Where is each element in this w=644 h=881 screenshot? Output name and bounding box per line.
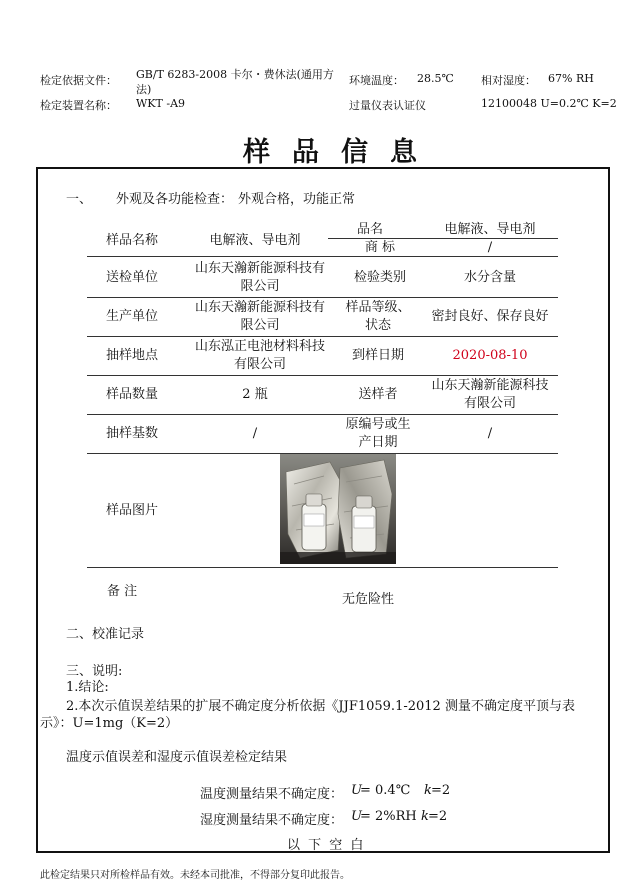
trademark-value: / — [487, 240, 493, 255]
humidity-k-symbol: k — [421, 809, 429, 824]
client-label: 送检单位 — [105, 270, 158, 285]
picture-label: 样品图片 — [105, 502, 158, 518]
quantity-label: 样品数量 — [105, 387, 158, 402]
note-item2-line1: 2.本次示值误差结果的扩展不确定度分析依据《JJF1059.1-2012 测量不确定度平顶与表 — [66, 699, 575, 714]
temp-value: 28.5℃ — [417, 72, 454, 85]
sender-value-line2: 有限公司 — [463, 396, 516, 411]
base-value: / — [252, 426, 258, 441]
quantity-value: 2 瓶 — [242, 387, 268, 402]
device-value: WKT -A9 — [136, 97, 186, 110]
grade-label-line1: 样品等级、 — [345, 300, 411, 315]
grade-label — [338, 298, 418, 336]
sample-photo — [280, 454, 396, 564]
temp-k-value: =2 — [431, 783, 451, 798]
remark-label: 备 注 — [107, 584, 138, 599]
blank-marker: 以 下 空 白 — [287, 838, 366, 853]
basis-label: 检定依据文件： — [40, 74, 117, 87]
temp-k-symbol: k — [424, 783, 432, 798]
temp-label: 环境温度： — [349, 74, 404, 87]
sample-name-value: 电解液、导电剂 — [209, 233, 301, 248]
note-item1: 1.结论: — [66, 680, 109, 695]
section1-label: 外观及各功能检查： — [116, 192, 234, 207]
table-row-divider — [87, 567, 558, 568]
product-name-value: 电解液、导电剂 — [444, 222, 536, 237]
producer-value-line1: 山东天瀚新能源科技有 — [194, 300, 325, 315]
section3-title: 三、说明: — [66, 664, 123, 679]
humidity-k-value: =2 — [428, 809, 448, 824]
client-value-line1: 山东天瀚新能源科技有 — [194, 261, 325, 276]
temp-uncertainty-symbol: U — [351, 783, 362, 798]
device-label: 检定装置名称： — [40, 99, 117, 112]
page-title: 样品信息 — [243, 137, 439, 168]
producer-value — [180, 298, 340, 336]
sampling-place-value-line1: 山东泓正电池材料科技 — [194, 339, 325, 354]
base-label: 抽样基数 — [105, 426, 158, 441]
product-name-label: 品名 — [356, 222, 383, 237]
sample-name-label: 样品名称 — [105, 233, 158, 248]
client-value — [180, 259, 340, 297]
humidity-uncertainty-symbol: U — [351, 809, 362, 824]
basis-value-line1: GB/T 6283-2008 卡尔・费休法(通用方 — [136, 68, 334, 81]
grade-label-line2: 状态 — [364, 318, 391, 333]
trademark-label: 商 标 — [364, 240, 396, 255]
note-item2-line2: 示》：U=1mg（K=2） — [40, 716, 179, 731]
section1-num: 一、 — [66, 192, 93, 207]
remark-value: 无危险性 — [342, 592, 395, 607]
sender-value-line1: 山东天瀚新能源科技 — [431, 378, 549, 393]
instrument-label: 过量仪表认证仪 — [349, 99, 426, 112]
sender-label: 送样者 — [358, 387, 398, 402]
orig-value: / — [487, 426, 493, 441]
basis-value-line2: 法) — [136, 83, 152, 96]
orig-label — [338, 415, 418, 453]
orig-label-line2: 产日期 — [358, 435, 398, 450]
sampling-place-label: 抽样地点 — [105, 348, 158, 363]
producer-value-line2: 限公司 — [240, 318, 280, 333]
grade-value: 密封良好、保存良好 — [431, 309, 549, 324]
section2-title: 二、校准记录 — [66, 627, 145, 642]
results-subtitle: 温度示值误差和湿度示值误差检定结果 — [66, 750, 288, 765]
test-type-label: 检验类别 — [353, 270, 406, 285]
test-type-value: 水分含量 — [463, 270, 516, 285]
client-value-line2: 限公司 — [240, 279, 280, 294]
temp-uncertainty-label: 温度测量结果不确定度： — [200, 787, 344, 802]
section1-value: 外观合格，功能正常 — [238, 192, 356, 207]
sampling-place-value — [180, 337, 340, 375]
orig-label-line1: 原编号或生 — [345, 417, 411, 432]
sampling-place-value-line2: 有限公司 — [233, 357, 286, 372]
humidity-label: 相对湿度： — [481, 74, 536, 87]
humidity-uncertainty-label: 湿度测量结果不确定度： — [200, 813, 344, 828]
sender-value — [420, 376, 560, 414]
humidity-uncertainty-value: = 2%RH — [360, 809, 417, 824]
humidity-value: 67% RH — [548, 72, 594, 85]
instrument-value: 12100048 U=0.2℃ K=2 — [481, 97, 617, 110]
arrival-date: 2020-08-10 — [452, 348, 528, 363]
temp-uncertainty-value: = 0.4℃ — [360, 783, 411, 798]
arrival-label: 到样日期 — [351, 348, 404, 363]
producer-label: 生产单位 — [105, 309, 158, 324]
footer-note: 此检定结果只对所检样品有效。未经本司批准，不得部分复印此报告。 — [40, 870, 350, 881]
